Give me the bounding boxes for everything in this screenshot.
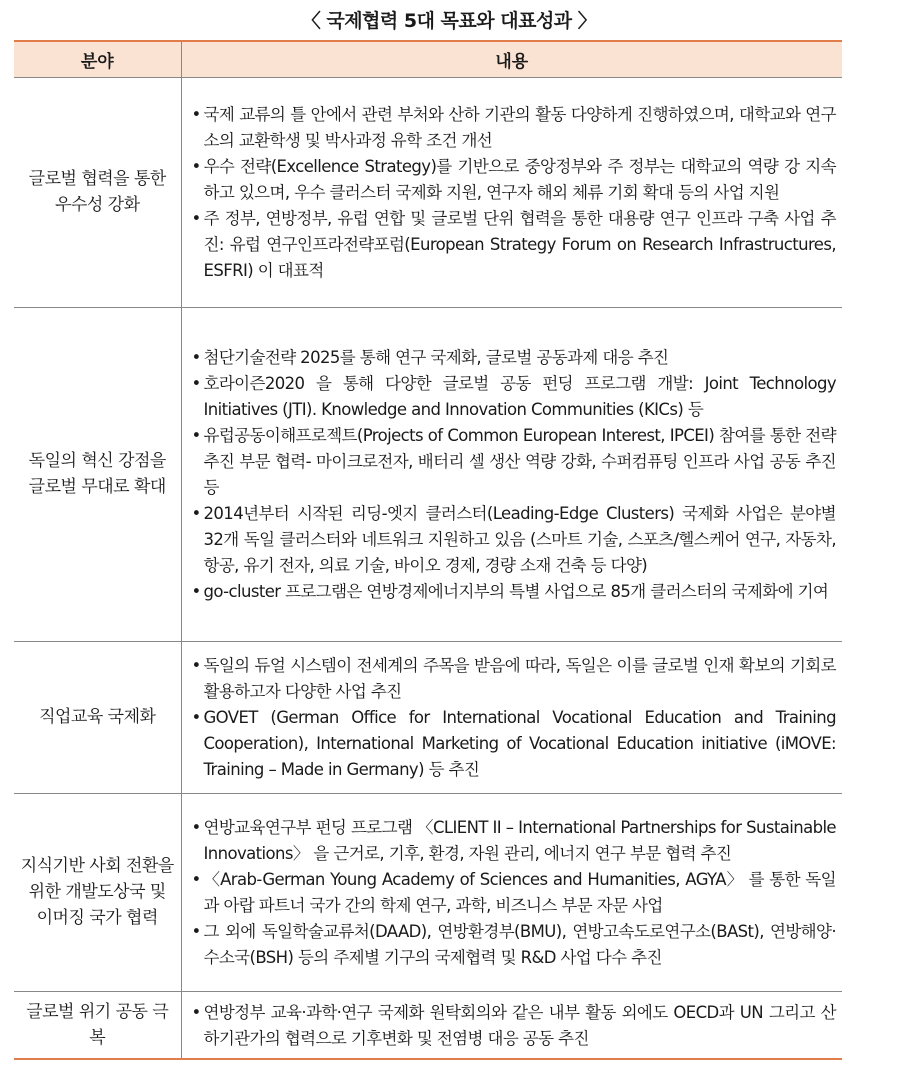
bullet-list <box>188 815 837 971</box>
list-item: • 그 외에 독일학술교류처(DAAD), 연방환경부(BMU), 연방고속도로연구소(BASt), 연방해양·수소국(BSH) 등의 주제별 기구의 국제협력 및 R&D 사업 다수 추진 <box>188 919 837 971</box>
list-item: • 2014년부터 시작된 리딩-엣지 클러스터(Leading-Edge Clusters) 국제화 사업은 분야별 32개 독일 클러스터와 네트워크 지원하고 있음 (스마트 기술, 스포츠/헬스케어 연구, 자동차, 항공, 유기 전자, 의료 기술, 바이오 경제, 경량 소재 건축 등 다양) <box>188 501 837 579</box>
bullet-list <box>188 102 837 284</box>
field-cell: 지식기반 사회 전환을 위한 개발도상국 및 이머징 국가 협력 <box>14 793 181 991</box>
header-field: 분야 <box>14 41 181 77</box>
field-cell: 독일의 혁신 강점을 글로벌 무대로 확대 <box>14 307 181 641</box>
bullet-list <box>188 345 837 605</box>
content-cell <box>181 641 842 793</box>
table-row <box>14 793 842 991</box>
bullet-list <box>188 653 837 783</box>
list-item: • 호라이즌2020 을 통해 다양한 글로벌 공동 펀딩 프로그램 개발: Joint Technology Initiatives (JTI). Knowledge and Innovation Communities (KICs) 등 <box>188 371 837 423</box>
table-header-row <box>14 41 842 77</box>
table-row <box>14 77 842 307</box>
field-cell: 직업교육 국제화 <box>14 641 181 793</box>
table-row <box>14 307 842 641</box>
table-row <box>14 641 842 793</box>
content-cell <box>181 307 842 641</box>
header-content: 내용 <box>181 41 842 77</box>
goals-table <box>14 40 842 1060</box>
list-item: • 독일의 듀얼 시스템이 전세계의 주목을 받음에 따라, 독일은 이를 글로벌 인재 확보의 기회로 활용하고자 다양한 사업 추진 <box>188 653 837 705</box>
list-item: • 주 정부, 연방정부, 유럽 연합 및 글로벌 단위 협력을 통한 대용량 연구 인프라 구축 사업 추진: 유럽 연구인프라전략포럼(European Strategy Forum on Research Infrastructures, ESFRI) 이 대표적 <box>188 206 837 284</box>
content-cell <box>181 991 842 1059</box>
list-item: • 연방교육연구부 펀딩 프로그램 〈CLIENT II – International Partnerships for Sustainable Innovations〉 을 근거로, 기후, 환경, 자원 관리, 에너지 연구 부문 협력 추진 <box>188 815 837 867</box>
list-item: • 첨단기술전략 2025를 통해 연구 국제화, 글로벌 공동과제 대응 추진 <box>188 345 837 371</box>
list-item: • 국제 교류의 틀 안에서 관련 부처와 산하 기관의 활동 다양하게 진행하였으며, 대학교와 연구소의 교환학생 및 박사과정 유학 조건 개선 <box>188 102 837 154</box>
list-item: • 연방정부 교육·과학·연구 국제화 원탁회의와 같은 내부 활동 외에도 OECD과 UN 그리고 산하기관가의 협력으로 기후변화 및 전염병 대응 공동 추진 <box>188 1000 837 1052</box>
list-item: • 〈Arab-German Young Academy of Sciences and Humanities, AGYA〉 를 통한 독일과 아랍 파트너 국가 간의 학제 연구, 과학, 비즈니스 부문 자문 사업 <box>188 867 837 919</box>
field-cell: 글로벌 위기 공동 극복 <box>14 991 181 1059</box>
page-title: 〈 국제협력 5대 목표와 대표성과 〉 <box>301 10 597 32</box>
list-item: • GOVET (German Office for International Vocational Education and Training Cooperation), International Marketing of Vocational Education initiative (iMOVE: Training – Made in Germany) 등 추진 <box>188 705 837 783</box>
field-cell: 글로벌 협력을 통한 우수성 강화 <box>14 77 181 307</box>
table-row <box>14 991 842 1059</box>
content-cell <box>181 793 842 991</box>
content-cell <box>181 77 842 307</box>
bullet-list <box>188 1000 837 1052</box>
list-item: • 우수 전략(Excellence Strategy)를 기반으로 중앙정부와 주 정부는 대학교의 역량 강 지속하고 있으며, 우수 클러스터 국제화 지원, 연구자 해외 체류 기회 확대 등의 사업 지원 <box>188 154 837 206</box>
list-item: • 유럽공동이해프로젝트(Projects of Common European Interest, IPCEI) 참여를 통한 전략 추진 부문 협력- 마이크로전자, 배터리 셀 생산 역량 강화, 수퍼컴퓨팅 인프라 사업 공동 추진 등 <box>188 423 837 501</box>
list-item: • go-cluster 프로그램은 연방경제에너지부의 특별 사업으로 85개 클러스터의 국제화에 기여 <box>188 579 837 605</box>
